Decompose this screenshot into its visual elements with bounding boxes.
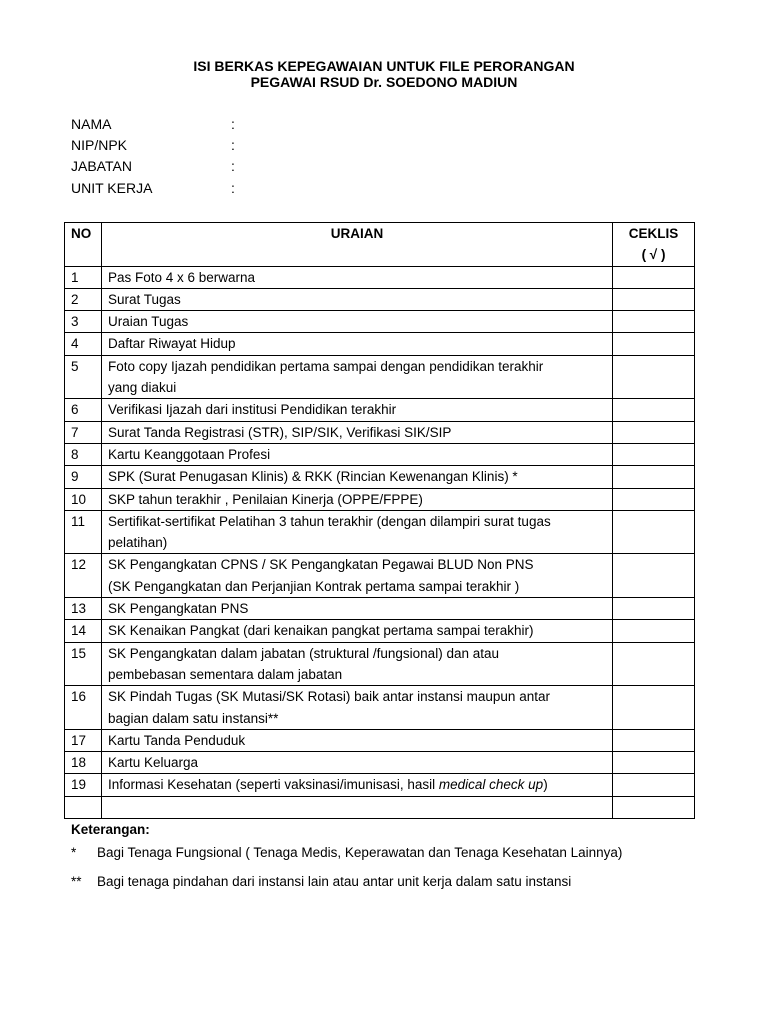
note-mark: * — [71, 845, 77, 860]
table-row — [65, 642, 695, 686]
description-line: Kartu Tanda Penduduk — [107, 732, 246, 748]
description-line: Daftar Riwayat Hidup — [107, 336, 236, 352]
row-description — [101, 642, 612, 686]
row-number: 6 — [65, 399, 102, 421]
description-line: Verifikasi Ijazah dari institusi Pendidikan terakhir — [107, 402, 397, 418]
row-number: 8 — [65, 443, 102, 465]
identity-field-jabatan — [71, 158, 235, 175]
document-checklist-table — [64, 222, 695, 819]
row-number: 9 — [65, 466, 102, 488]
description-line: Sertifikat-sertifikat Pelatihan 3 tahun terakhir (dengan dilampiri surat tugas — [107, 513, 551, 529]
row-number: 13 — [65, 598, 102, 620]
row-number: 16 — [65, 686, 102, 730]
identity-label: UNIT KERJA — [71, 180, 153, 196]
header-ceklis — [613, 223, 695, 267]
row-description — [101, 510, 612, 554]
row-checkbox-cell[interactable] — [613, 796, 695, 818]
row-description — [101, 686, 612, 730]
table-row — [65, 355, 695, 399]
row-number: 7 — [65, 421, 102, 443]
header-no: NO — [65, 223, 102, 267]
identity-label: NAMA — [71, 116, 112, 132]
description-line: (SK Pengangkatan dan Perjanjian Kontrak pertama sampai terakhir ) — [107, 578, 520, 594]
row-description — [101, 774, 612, 796]
row-number: 1 — [65, 266, 102, 288]
table-row — [65, 443, 695, 465]
row-description — [101, 333, 612, 355]
note-text: Bagi Tenaga Fungsional ( Tenaga Medis, Keperawatan dan Tenaga Kesehatan Lainnya) — [97, 845, 623, 860]
row-checkbox-cell[interactable] — [613, 752, 695, 774]
table-row — [65, 796, 695, 818]
row-checkbox-cell[interactable] — [613, 355, 695, 399]
identity-colon: : — [231, 158, 235, 174]
row-checkbox-cell[interactable] — [613, 399, 695, 421]
description-line: Kartu Keluarga — [107, 755, 199, 771]
row-description — [101, 443, 612, 465]
description-line: SPK (Surat Penugasan Klinis) & RKK (Rincian Kewenangan Klinis) * — [107, 469, 518, 485]
row-number: 10 — [65, 488, 102, 510]
description-line: Surat Tanda Registrasi (STR), SIP/SIK, Verifikasi SIK/SIP — [107, 424, 452, 440]
row-description — [101, 266, 612, 288]
header-ceklis-mark: ( √ ) — [641, 247, 666, 263]
row-description — [101, 288, 612, 310]
row-description — [101, 488, 612, 510]
row-description — [101, 421, 612, 443]
table-row — [65, 421, 695, 443]
description-line: Pas Foto 4 x 6 berwarna — [107, 269, 256, 285]
description-line: SKP tahun terakhir , Penilaian Kinerja (OPPE/FPPE) — [107, 491, 423, 507]
row-description — [101, 311, 612, 333]
row-number: 5 — [65, 355, 102, 399]
row-number: 18 — [65, 752, 102, 774]
italic-term: medical check up — [438, 777, 544, 793]
row-description — [101, 598, 612, 620]
row-description — [101, 620, 612, 642]
row-description — [101, 554, 612, 598]
identity-label: NIP/NPK — [71, 137, 128, 153]
table-row — [65, 510, 695, 554]
identity-label: JABATAN — [71, 158, 132, 174]
description-line: Informasi Kesehatan (seperti vaksinasi/imunisasi, hasil medical check up) — [107, 777, 548, 793]
table-row — [65, 686, 695, 730]
row-description — [101, 729, 612, 751]
identity-field-nip — [71, 137, 235, 154]
row-number: 15 — [65, 642, 102, 686]
row-checkbox-cell[interactable] — [613, 311, 695, 333]
description-line — [108, 797, 606, 818]
description-line: Uraian Tugas — [107, 314, 189, 330]
row-checkbox-cell[interactable] — [613, 686, 695, 730]
row-checkbox-cell[interactable] — [613, 598, 695, 620]
row-number: 4 — [65, 333, 102, 355]
row-number: 14 — [65, 620, 102, 642]
note-mark: ** — [71, 874, 82, 889]
table-row — [65, 311, 695, 333]
row-checkbox-cell[interactable] — [613, 729, 695, 751]
document-title-line2: PEGAWAI RSUD Dr. SOEDONO MADIUN — [250, 74, 518, 90]
identity-field-unit-kerja — [71, 180, 235, 197]
header-ceklis-label: CEKLIS — [628, 226, 679, 241]
row-checkbox-cell[interactable] — [613, 642, 695, 686]
table-row — [65, 266, 695, 288]
description-line: Kartu Keanggotaan Profesi — [107, 446, 271, 462]
table-row — [65, 554, 695, 598]
description-line: Surat Tugas — [107, 291, 181, 307]
header-uraian: URAIAN — [101, 223, 612, 267]
document-title-line1: ISI BERKAS KEPEGAWAIAN UNTUK FILE PERORANGAN — [193, 58, 575, 74]
row-checkbox-cell[interactable] — [613, 620, 695, 642]
table-header-row — [65, 223, 695, 267]
row-checkbox-cell[interactable] — [613, 443, 695, 465]
description-line: Foto copy Ijazah pendidikan pertama sampai dengan pendidikan terakhir — [107, 358, 544, 374]
row-description — [101, 399, 612, 421]
row-checkbox-cell[interactable] — [613, 421, 695, 443]
description-line: pembebasan sementara dalam jabatan — [107, 666, 343, 682]
notes-title: Keterangan: — [71, 822, 150, 837]
row-number: 2 — [65, 288, 102, 310]
row-description — [101, 752, 612, 774]
table-row — [65, 399, 695, 421]
row-checkbox-cell[interactable] — [613, 774, 695, 796]
row-checkbox-cell[interactable] — [613, 554, 695, 598]
table-row — [65, 488, 695, 510]
table-row — [65, 466, 695, 488]
row-description — [101, 796, 612, 818]
table-row — [65, 774, 695, 796]
table-row — [65, 288, 695, 310]
row-description — [101, 355, 612, 399]
table-row — [65, 333, 695, 355]
description-line: SK Kenaikan Pangkat (dari kenaikan pangkat pertama sampai terakhir) — [107, 623, 534, 639]
row-checkbox-cell[interactable] — [613, 266, 695, 288]
identity-colon: : — [231, 180, 235, 196]
row-number: 11 — [65, 510, 102, 554]
description-line: yang diakui — [107, 380, 177, 396]
description-line: pelatihan) — [107, 535, 168, 551]
identity-field-nama — [71, 116, 235, 133]
description-line: bagian dalam satu instansi** — [107, 710, 279, 726]
description-line: SK Pengangkatan PNS — [107, 601, 249, 617]
row-checkbox-cell[interactable] — [613, 510, 695, 554]
row-number: 19 — [65, 774, 102, 796]
table-row — [65, 752, 695, 774]
description-line: SK Pengangkatan dalam jabatan (struktural /fungsional) dan atau — [107, 645, 499, 661]
row-number: 3 — [65, 311, 102, 333]
table-row — [65, 620, 695, 642]
table-row — [65, 598, 695, 620]
row-checkbox-cell[interactable] — [613, 466, 695, 488]
row-checkbox-cell[interactable] — [613, 288, 695, 310]
row-number: 12 — [65, 554, 102, 598]
description-line: SK Pindah Tugas (SK Mutasi/SK Rotasi) baik antar instansi maupun antar — [107, 689, 550, 705]
table-row — [65, 729, 695, 751]
identity-colon: : — [231, 116, 235, 132]
row-description — [101, 466, 612, 488]
row-number: 17 — [65, 729, 102, 751]
identity-colon: : — [231, 137, 235, 153]
note-text: Bagi tenaga pindahan dari instansi lain atau antar unit kerja dalam satu instansi — [97, 874, 572, 889]
description-line: SK Pengangkatan CPNS / SK Pengangkatan Pegawai BLUD Non PNS — [107, 557, 534, 573]
row-checkbox-cell[interactable] — [613, 333, 695, 355]
row-checkbox-cell[interactable] — [613, 488, 695, 510]
row-number — [65, 796, 102, 818]
